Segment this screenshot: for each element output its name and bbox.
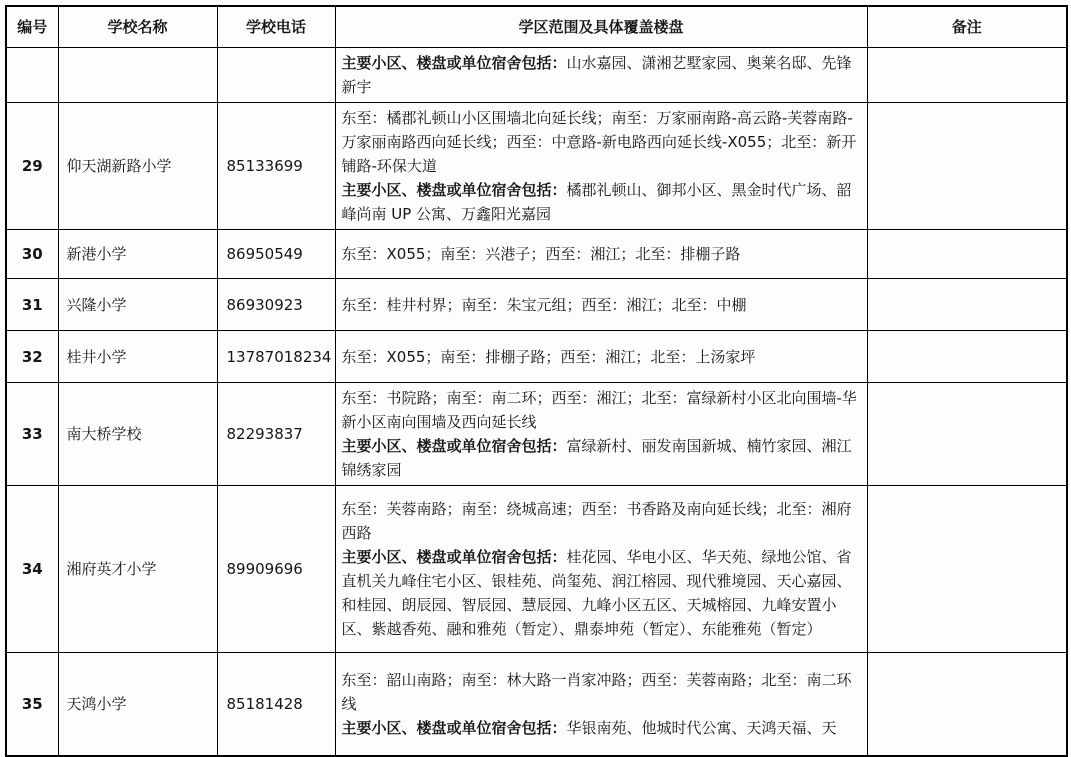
cell-remark (867, 103, 1067, 230)
cell-school-phone (217, 48, 335, 103)
cell-school-phone: 86950549 (217, 230, 335, 279)
covers-label: 主要小区、楼盘或单位宿舍包括： (341, 54, 567, 72)
district-boundary-text: 东至：书院路；南至：南二环；西至：湘江；北至：富绿新村小区北向围墙-华新小区南向围墙及西向延长线 (341, 389, 857, 431)
table-row-35 (6, 653, 1067, 757)
table-row-continuation (6, 48, 1067, 103)
covers-text: 山水嘉园、潇湘艺墅家园、奥莱名邸、先锋新宇 (341, 54, 852, 96)
cell-id: 29 (6, 103, 58, 230)
covers-label: 主要小区、楼盘或单位宿舍包括： (341, 548, 567, 566)
covers-label: 主要小区、楼盘或单位宿舍包括： (341, 719, 567, 737)
table-row-34 (6, 486, 1067, 653)
cell-district-range (335, 230, 867, 279)
cell-remark (867, 279, 1067, 331)
cell-school-phone: 85133699 (217, 103, 335, 230)
cell-id: 32 (6, 331, 58, 383)
school-district-table (5, 5, 1068, 757)
cell-id: 31 (6, 279, 58, 331)
district-boundary-text: 东至：芙蓉南路；南至：绕城高速；西至：书香路及南向延长线；北至：湘府西路 (341, 500, 852, 542)
cell-district-range (335, 383, 867, 486)
district-covers (342, 51, 861, 99)
cell-district-range (335, 331, 867, 383)
district-covers (342, 178, 861, 226)
cell-district-range (335, 103, 867, 230)
header-school-phone: 学校电话 (217, 6, 335, 48)
cell-school-phone: 86930923 (217, 279, 335, 331)
cell-remark (867, 230, 1067, 279)
cell-school-phone: 89909696 (217, 486, 335, 653)
district-boundary-text: 东至：韶山南路；南至：林大路一肖家冲路；西至：芙蓉南路；北至：南二环线 (341, 671, 852, 713)
cell-school-phone: 85181428 (217, 653, 335, 757)
covers-label: 主要小区、楼盘或单位宿舍包括： (341, 181, 567, 199)
cell-remark (867, 331, 1067, 383)
cell-school-name: 兴隆小学 (58, 279, 217, 331)
covers-text: 华银南苑、他城时代公寓、天鸿天福、天 (566, 719, 837, 737)
table-row-31 (6, 279, 1067, 331)
cell-school-phone: 82293837 (217, 383, 335, 486)
covers-text: 富绿新村、丽发南国新城、楠竹家园、湘江锦绣家园 (341, 437, 852, 479)
cell-school-name: 桂井小学 (58, 331, 217, 383)
district-boundary-text: 东至：X055；南至：排棚子路；西至：湘江；北至：上汤家坪 (341, 347, 756, 366)
covers-text: 桂花园、华电小区、华天苑、绿地公馆、省直机关九峰住宅小区、银桂苑、尚玺苑、润江榕园、现代雅境园、天心嘉园、和桂园、朗辰园、智辰园、慧辰园、九峰小区五区、天城榕园、九峰安置小区、紫越香苑、融和雅苑（暂定）、鼎泰坤苑（暂定）、东能雅苑（暂定） (341, 548, 852, 638)
cell-school-name: 新港小学 (58, 230, 217, 279)
cell-id: 35 (6, 653, 58, 757)
header-district-range: 学区范围及具体覆盖楼盘 (335, 6, 867, 48)
table-header (6, 6, 1067, 48)
table-body (6, 48, 1067, 757)
header-row (6, 6, 1067, 48)
cell-district-range (335, 653, 867, 757)
school-district-table-container (5, 5, 1066, 757)
district-covers (342, 434, 861, 482)
covers-text: 橘郡礼顿山、御邦小区、黑金时代广场、韶峰尚南 UP 公寓、万鑫阳光嘉园 (341, 181, 852, 223)
table-row-29 (6, 103, 1067, 230)
cell-district-range (335, 486, 867, 653)
table-row-32 (6, 331, 1067, 383)
district-boundary-text: 东至：橘郡礼顿山小区围墙北向延长线；南至：万家丽南路-高云路-芙蓉南路-万家丽南路西向延长线；西至：中意路-新电路西向延长线-X055；北至：新开铺路-环保大道 (341, 109, 857, 175)
cell-district-range (335, 48, 867, 103)
cell-remark (867, 383, 1067, 486)
header-remark: 备注 (867, 6, 1067, 48)
cell-school-name (58, 48, 217, 103)
header-school-name: 学校名称 (58, 6, 217, 48)
cell-id: 34 (6, 486, 58, 653)
district-covers (342, 716, 861, 740)
cell-school-name: 南大桥学校 (58, 383, 217, 486)
district-covers (342, 545, 861, 641)
cell-school-phone: 13787018234 (217, 331, 335, 383)
district-boundary-text: 东至：桂井村界；南至：朱宝元组；西至：湘江；北至：中棚 (341, 295, 747, 314)
cell-remark (867, 486, 1067, 653)
table-row-33 (6, 383, 1067, 486)
cell-id: 30 (6, 230, 58, 279)
cell-id: 33 (6, 383, 58, 486)
covers-label: 主要小区、楼盘或单位宿舍包括： (341, 437, 567, 455)
cell-remark (867, 653, 1067, 757)
cell-id (6, 48, 58, 103)
district-boundary-text: 东至：X055；南至：兴港子；西至：湘江；北至：排棚子路 (341, 245, 741, 263)
cell-district-range (335, 279, 867, 331)
header-id: 编号 (6, 6, 58, 48)
cell-school-name: 湘府英才小学 (58, 486, 217, 653)
table-row-30 (6, 230, 1067, 279)
cell-remark (867, 48, 1067, 103)
cell-school-name: 仰天湖新路小学 (58, 103, 217, 230)
cell-school-name: 天鸿小学 (58, 653, 217, 757)
